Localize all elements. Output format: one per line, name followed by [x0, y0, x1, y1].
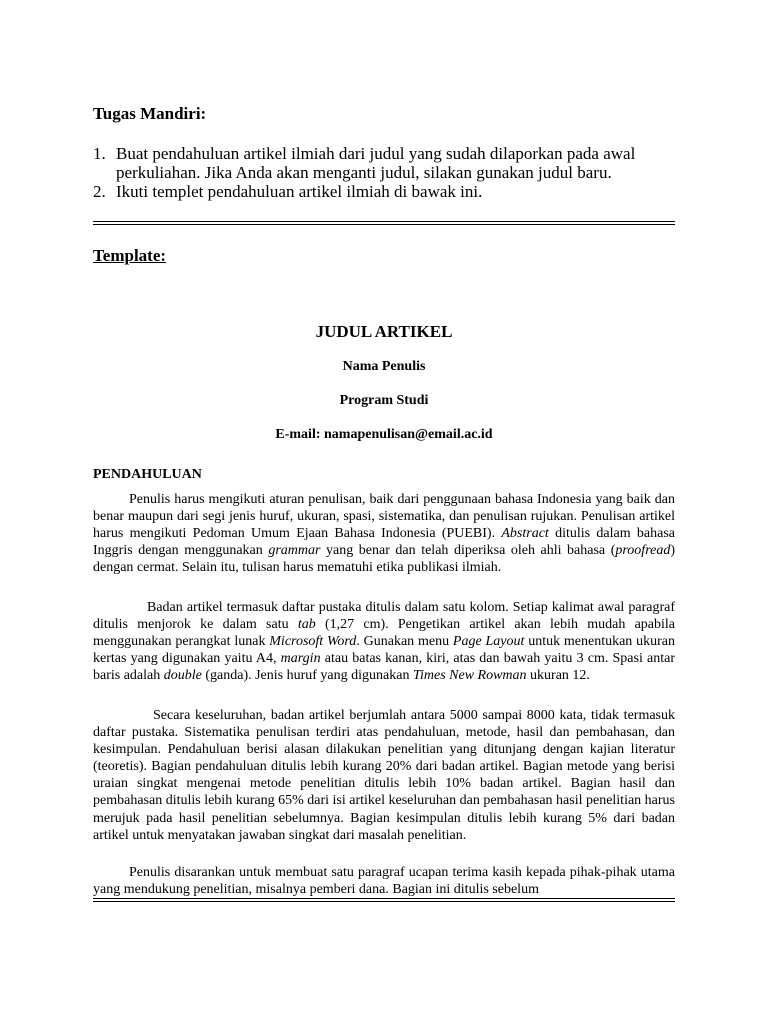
text-run: ) dengan cermat. Selain itu, tulisan harus mematuhi etika publikasi ilmiah.: [93, 543, 676, 576]
italic-term: Times New Rowman: [412, 668, 527, 684]
task-item: [93, 144, 675, 182]
article-email: E-mail: namapenulisan@email.ac.id: [275, 427, 493, 442]
template-label: Template:: [93, 246, 167, 265]
paragraph-acknowledgement: Penulis disarankan untuk membuat satu paragraf ucapan terima kasih kepada pihak-pihak utama yang mendukung penelitian, misalnya pemberi dana. Bagian ini ditulis sebelum: [93, 865, 675, 898]
italic-term: Microsoft Word: [269, 634, 357, 650]
task-item-number: 1.: [93, 144, 106, 163]
task-list: [93, 144, 675, 201]
double-rule-divider: [93, 221, 675, 225]
text-run: ukuran 12.: [526, 668, 590, 684]
task-item: [93, 182, 675, 201]
text-run: Badan artikel termasuk daftar pustaka ditulis dalam satu kolom. Setiap kalimat awal paragraf ditulis menjorok ke dalam satu: [93, 600, 675, 633]
section-heading: PENDAHULUAN: [93, 467, 202, 482]
task-title: Tugas Mandiri:: [93, 104, 207, 123]
text-run: yang benar dan telah diperiksa oleh ahli bahasa (: [320, 543, 616, 559]
italic-term: grammar: [268, 543, 321, 559]
text-run: (1,27 cm). Pengetikan artikel akan lebih mudah apabila menggunakan perangkat lunak: [93, 617, 675, 650]
paragraph-intro-rules: [93, 491, 675, 576]
task-item-text: Ikuti templet pendahuluan artikel ilmiah di bawak ini.: [116, 182, 483, 201]
article-program: Program Studi: [339, 393, 429, 408]
text-run: ditulis dalam bahasa Inggris dengan menggunakan: [93, 526, 675, 559]
double-rule-divider: [93, 898, 675, 902]
text-run: atau batas kanan, kiri, atas dan bawah yaitu 3 cm. Spasi antar baris adalah: [93, 651, 675, 684]
paragraph-structure: Secara keseluruhan, badan artikel berjumlah antara 5000 sampai 8000 kata, tidak termasuk daftar pustaka. Sistematika penulisan terdiri atas pendahuluan, metode, hasil dan pembahasan, dan kesimpulan. Pendahuluan berisi alasan dilakukan penelitian yang ditunjang dengan kajian literatur (teoretis). Bagian pendahuluan ditulis lebih kurang 20% dari badan artikel. Bagian metode yang berisi uraian singkat mengenai metode penelitian ditulis lebih 10% badan artikel. Bagian hasil dan pembahasan ditulis lebih kurang 65% dari isi artikel keseluruhan dan pembahasan hasil penelitian harus merujuk pada hasil penelitian sebelumnya. Bagian kesimpulan ditulis lebih kurang 5% dari badan artikel untuk menyatakan jawaban singkat dari masalah penelitian.: [93, 708, 675, 843]
italic-term: Abstract: [501, 526, 549, 542]
italic-term: Page Layout: [452, 634, 525, 650]
task-item-text: Buat pendahuluan artikel ilmiah dari judul yang sudah dilaporkan pada awal perkuliahan. Jika Anda akan menganti judul, silakan gunakan judul baru.: [116, 144, 636, 182]
text-run: Penulis harus mengikuti aturan penulisan, baik dari penggunaan bahasa Indonesia yang baik dan benar maupun dari segi jenis huruf, ukuran, spasi, sistematika, dan penulisan rujukan. Penulisan artikel harus mengikuti Pedoman Umum Ejaan Bahasa Indonesia (PUEBI).: [93, 492, 675, 542]
paragraph-format-rules: [93, 599, 675, 684]
text-run: untuk menentukan ukuran kertas yang digunakan yaitu A4,: [93, 634, 675, 667]
article-author: Nama Penulis: [342, 359, 426, 374]
italic-term: tab: [297, 617, 316, 633]
article-title: JUDUL ARTIKEL: [315, 322, 453, 341]
task-item-number: 2.: [93, 182, 106, 201]
text-run: (ganda). Jenis huruf yang digunakan: [201, 668, 413, 684]
italic-term: proofread: [615, 543, 671, 559]
text-run: . Gunakan menu: [356, 634, 453, 650]
italic-term: double: [163, 668, 202, 684]
italic-term: margin: [280, 651, 321, 667]
